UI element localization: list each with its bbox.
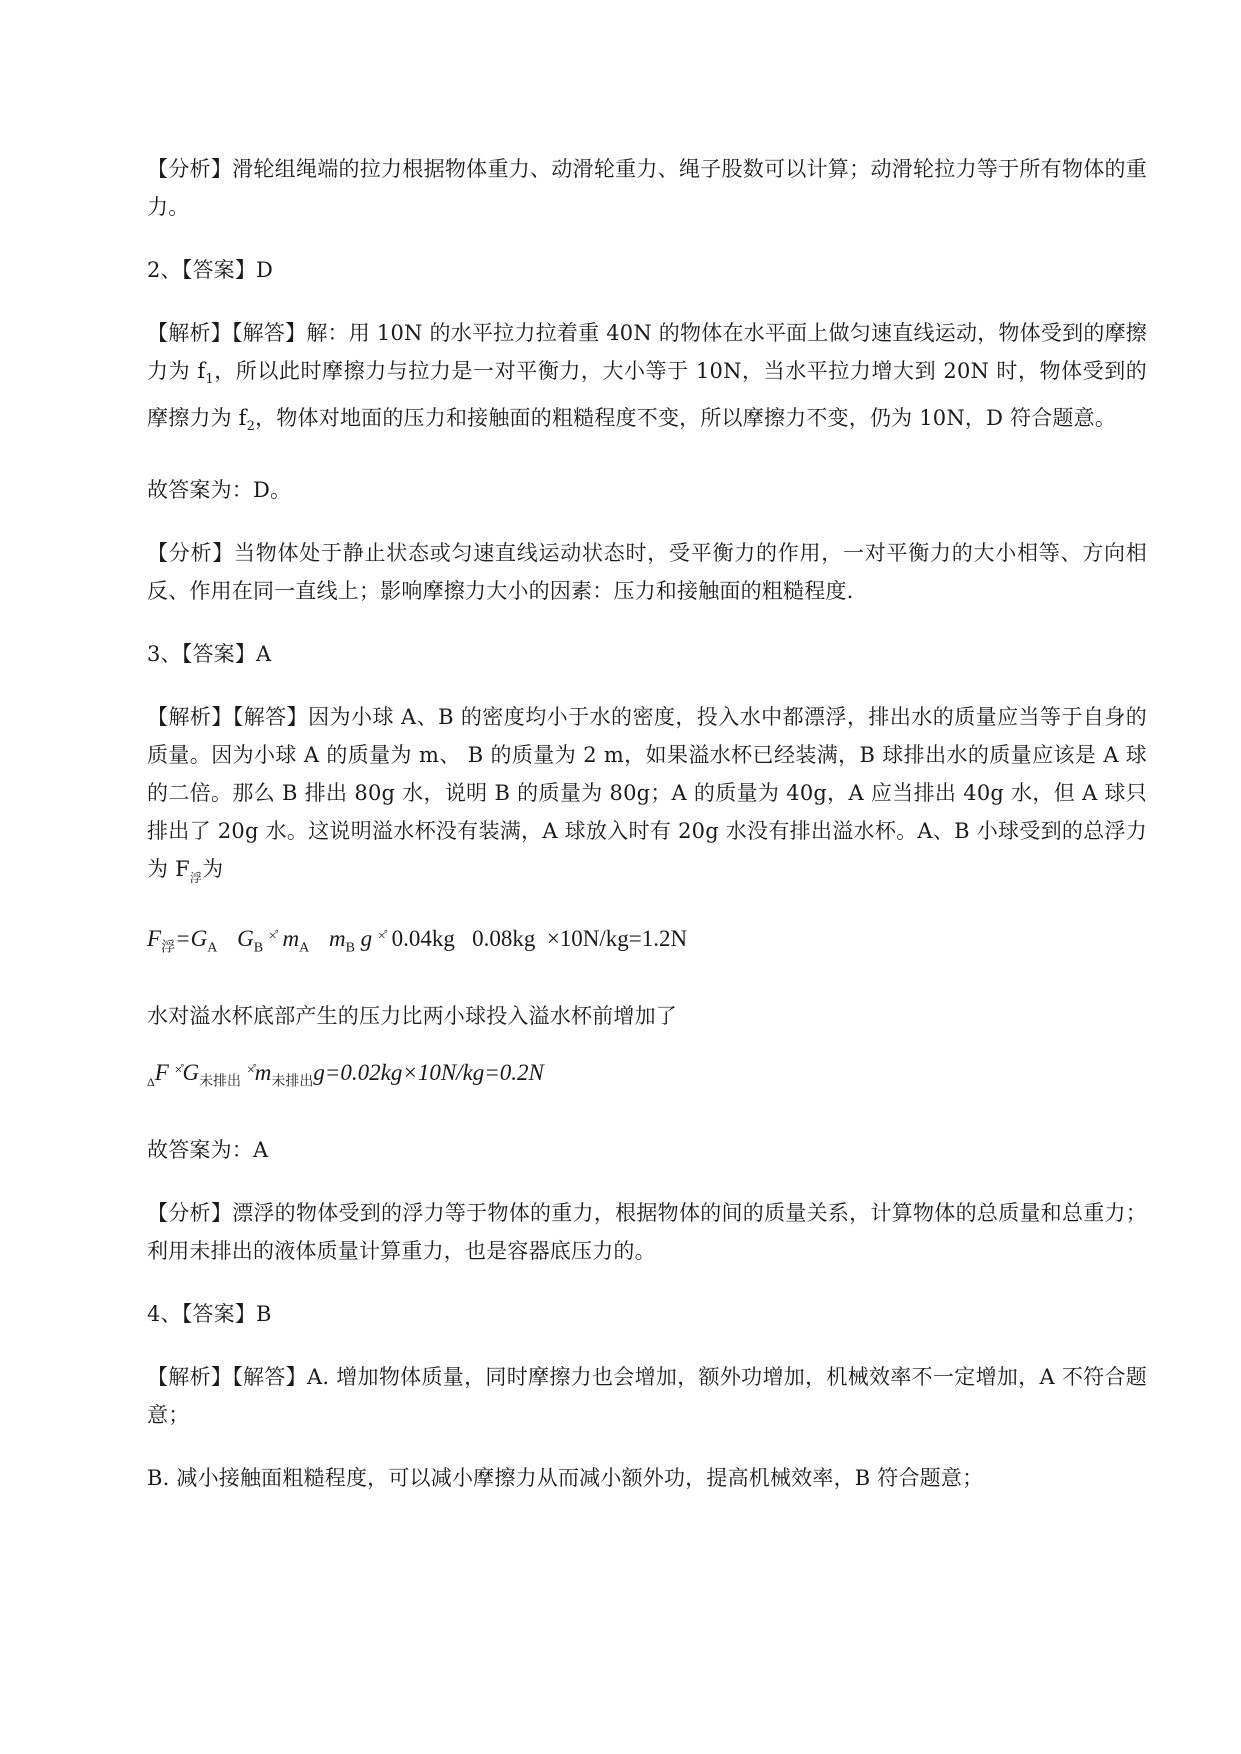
explanation-q3: 【解析】【解答】因为小球 A、B 的密度均小于水的密度，投入水中都漂浮，排出水的质量应当等于自身的质量。因为小球 A 的质量为 m、 B 的质量为 2 m，如果溢水杯已经装满，B 球排出水的质量应该是 A 球的二倍。那么 B 排出 80g 水，说明 B 的质量为 80g；A 的质量为 40g，A 应当排出 40g 水，但 A 球只排出了 20g 水。这说明溢水杯没有装满，A 球放入时有 20g 水没有排出溢水杯。A、B 小球受到的总浮力为 $F_浮$为 (147, 705, 1147, 886)
formula-pressure-increase: $_\Delta$F $^{\times̊}G_{未排出}$ $^{\times̊}m_{未排出}g=0.02kg\times 10N/kg=0.2N$ (147, 1059, 544, 1090)
conclusion-q3: 故答案为：A (147, 1137, 269, 1162)
conclusion-q2: 故答案为：D。 (147, 478, 292, 503)
analysis-paragraph-q1: 【分析】滑轮组绳端的拉力根据物体重力、动滑轮重力、绳子股数可以计算；动滑轮拉力等于所有物体的重力。 (147, 157, 1147, 219)
explanation-q2: 【解析】【解答】解：用 10N 的水平拉力拉着重 40N 的物体在水平面上做匀速直线运动，物体受到的摩擦力为 $f_1$，所以此时摩擦力与拉力是一对平衡力，大小等于 10N，当水平拉力增大到 20N 时，物体受到的摩擦力为 $f_2$，物体对地面的压力和接触面的粗糙程度不变，所以摩擦力不变，仍为 10N，D 符合题意。 (147, 321, 1147, 435)
water-pressure-sentence: 水对溢水杯底部产生的压力比两小球投入溢水杯前增加了 (147, 1003, 677, 1028)
document-page (147, 150, 1147, 1522)
analysis-paragraph-q2: 【分析】当物体处于静止状态或匀速直线运动状态时，受平衡力的作用，一对平衡力的大小相等、方向相反、作用在同一直线上；影响摩擦力大小的因素：压力和接触面的粗糙程度. (147, 541, 1147, 604)
formula-buoyancy: $F_浮=G_A$ $G_B$ ×̊ $m_A$ $m_B$ g ×̊ 0.04kg 0.08kg ×10N/kg=1.2N (147, 926, 688, 956)
explanation-q4: 【解析】【解答】A. 增加物体质量，同时摩擦力也会增加，额外功增加，机械效率不一定增加，A 不符合题意； (147, 1364, 1147, 1427)
answer-q2: 2、【答案】D (147, 258, 274, 282)
analysis-paragraph-q3: 【分析】漂浮的物体受到的浮力等于物体的重力，根据物体的间的质量关系，计算物体的总质量和总重力；利用未排出的液体质量计算重力，也是容器底压力的。 (147, 1200, 1147, 1263)
answer-q4: 4、【答案】B (147, 1301, 272, 1326)
answer-q3: 3、【答案】A (147, 642, 272, 667)
option-b-q4: B. 减小接触面粗糙程度，可以减小摩擦力从而减小额外功，提高机械效率，B 符合题意； (147, 1465, 984, 1490)
